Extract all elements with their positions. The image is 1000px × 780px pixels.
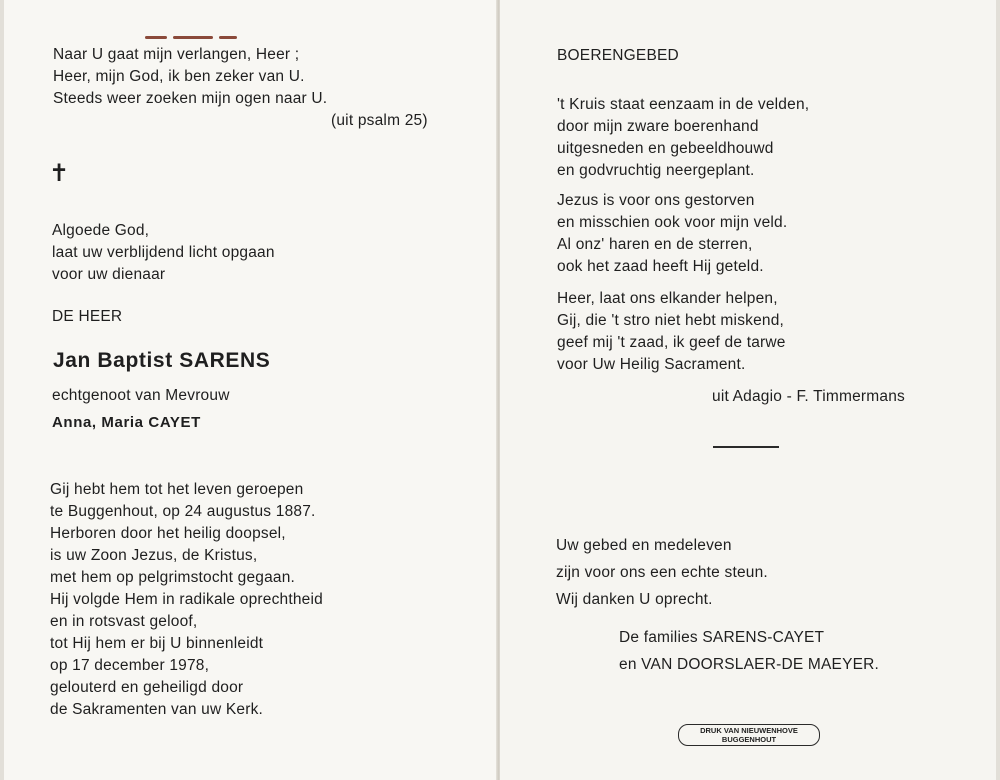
bio-line: Gij hebt hem tot het leven geroepen [50,481,304,498]
family-line: en VAN DOORSLAER-DE MAEYER. [619,656,880,673]
title-de-heer: DE HEER [52,308,123,325]
printer-line: BUGGENHOUT [721,735,777,744]
prayer-line: laat uw verblijdend licht opgaan [52,244,275,261]
bio-line: op 17 december 1978, [50,657,210,674]
poem-line: 't Kruis staat eenzaam in de velden, [557,96,810,113]
poem-line: geef mij 't zaad, ik geef de tarwe [557,334,786,351]
thanks-line: Wij danken U oprecht. [556,591,713,608]
printer-line: DRUK VAN NIEUWENHOVE [700,726,798,735]
psalm-line: Naar U gaat mijn verlangen, Heer ; [53,46,300,63]
psalm-verse [53,44,327,110]
poem-line: Heer, laat ons elkander helpen, [557,290,778,307]
poem-source: uit Adagio - F. Timmermans [712,388,905,405]
poem-line: Al onz' haren en de sterren, [557,236,753,253]
poem-stanza [557,94,809,182]
spouse-intro: echtgenoot van Mevrouw [52,387,230,404]
bio-line: tot Hij hem er bij U binnenleidt [50,635,264,652]
psalm-source: (uit psalm 25) [331,112,428,129]
poem-line: voor Uw Heilig Sacrament. [557,356,746,373]
divider-line [713,446,779,448]
psalm-line: Heer, mijn God, ik ben zeker van U. [53,68,305,85]
family-signature [619,624,879,678]
poem-line: uitgesneden en gebeeldhouwd [557,140,774,157]
card-edge [0,0,4,780]
left-panel [0,0,497,780]
poem-stanza [557,288,786,376]
poem-title: BOERENGEBED [557,47,679,64]
poem-line: en godvruchtig neergeplant. [557,162,755,179]
bio-line: te Buggenhout, op 24 augustus 1887. [50,503,316,520]
poem-line: door mijn zware boerenhand [557,118,759,135]
poem-line: ook het zaad heeft Hij geteld. [557,258,764,275]
thanks-line: zijn voor ons een echte steun. [556,564,768,581]
bio-line: Hij volgde Hem in radikale oprechtheid [50,591,323,608]
spouse-name: Anna, Maria CAYET [52,414,201,431]
thanks-line: Uw gebed en medeleven [556,537,732,554]
bio-line: is uw Zoon Jezus, de Kristus, [50,547,258,564]
thanks-note [556,532,768,613]
bio-line: Herboren door het heilig doopsel, [50,525,286,542]
family-line: De families SARENS-CAYET [619,629,825,646]
biography [50,479,323,721]
prayer-line: Algoede God, [52,222,150,239]
poem-stanza [557,190,787,278]
bio-line: met hem op pelgrimstocht gegaan. [50,569,296,586]
bio-line: de Sakramenten van uw Kerk. [50,701,264,718]
cross-icon: ✝ [49,160,70,187]
psalm-line: Steeds weer zoeken mijn ogen naar U. [53,90,328,107]
bio-line: gelouterd en geheiligd door [50,679,244,696]
card-edge [996,0,1000,780]
bio-line: en in rotsvast geloof, [50,613,198,630]
prayer-intro [52,220,275,286]
stain-mark [145,34,245,40]
poem-line: Gij, die 't stro niet hebt miskend, [557,312,785,329]
printer-stamp [678,724,820,746]
deceased-name: Jan Baptist SARENS [53,349,271,372]
poem-line: Jezus is voor ons gestorven [557,192,755,209]
prayer-line: voor uw dienaar [52,266,166,283]
poem-line: en misschien ook voor mijn veld. [557,214,788,231]
